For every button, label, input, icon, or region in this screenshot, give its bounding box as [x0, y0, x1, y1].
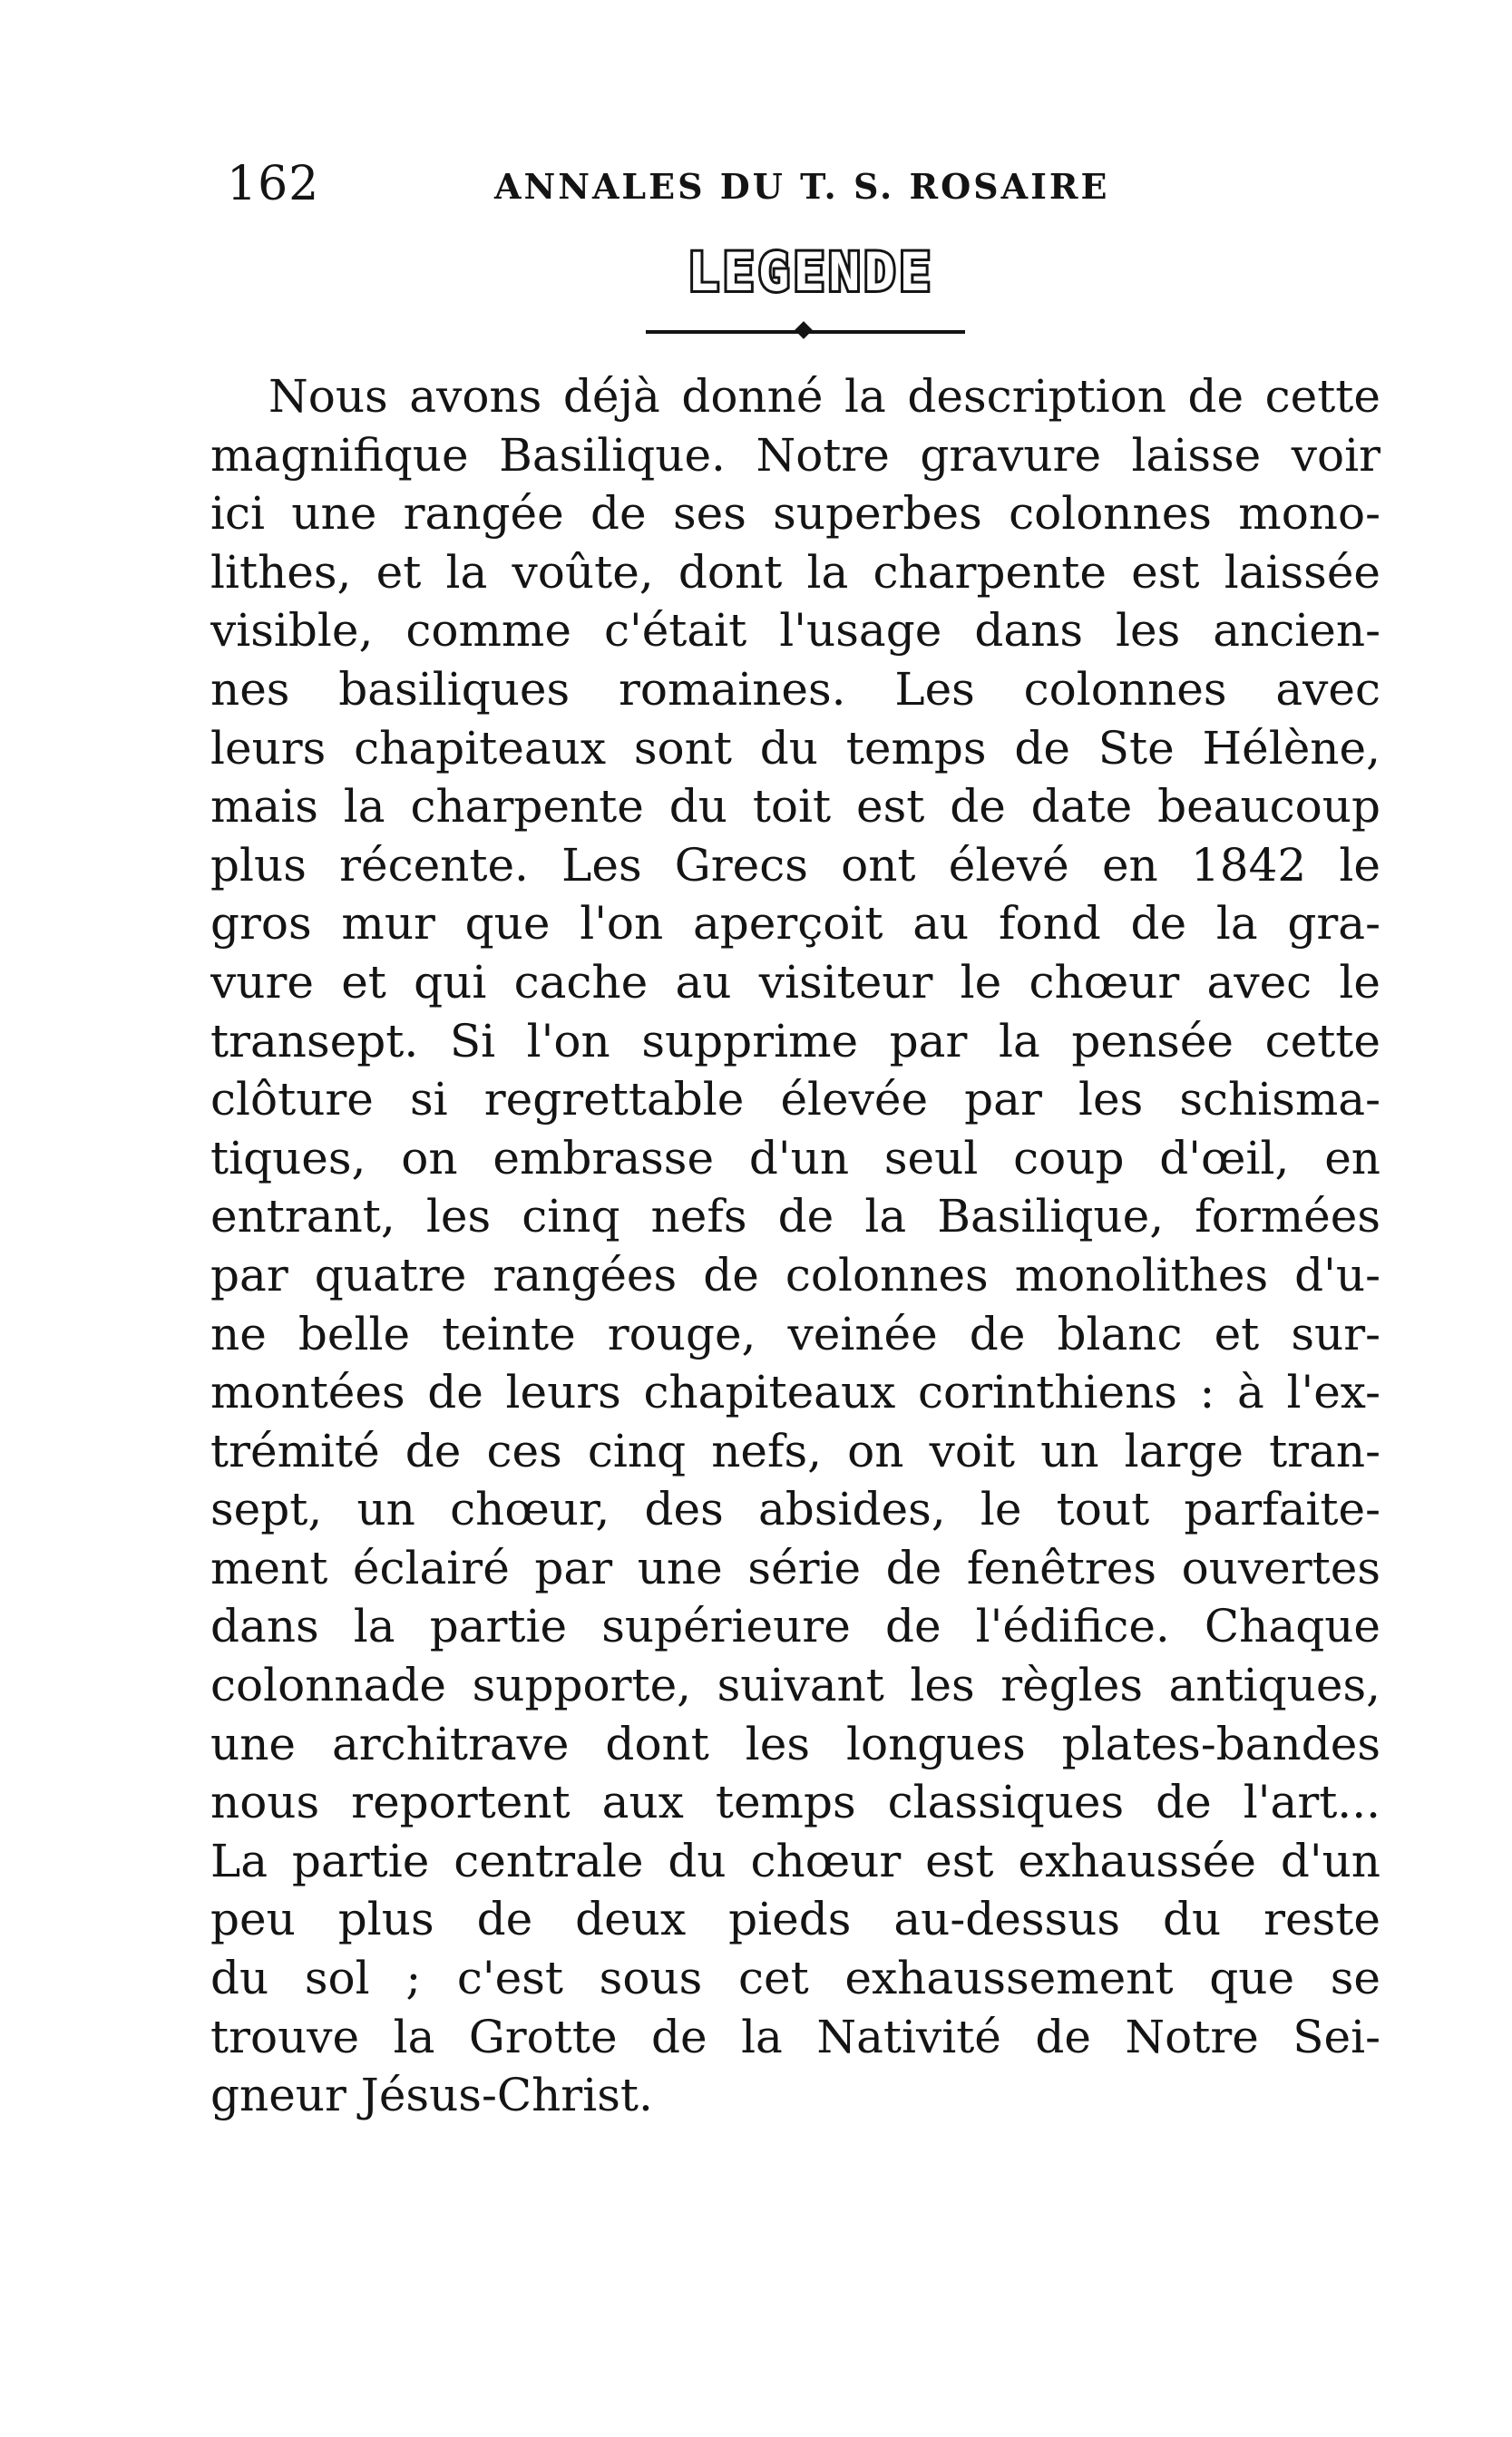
- text-line: clôture si regrettable élevée par les schisma-: [210, 1073, 1380, 1126]
- text-line: lithes, et la voûte, dont la charpente est laissée: [210, 545, 1380, 599]
- text-line: visible, comme c'était l'usage dans les ancien-: [210, 604, 1380, 658]
- text-line: entrant, les cinq nefs de la Basilique, formées: [210, 1190, 1380, 1243]
- title-rule-divider: [646, 330, 965, 334]
- text-line: magnifique Basilique. Notre gravure laisse voir: [210, 428, 1380, 482]
- text-line: peu plus de deux pieds au-dessus du reste: [210, 1893, 1380, 1946]
- text-line: trémité de ces cinq nefs, on voit un large tran-: [210, 1424, 1380, 1477]
- text-line: transept. Si l'on supprime par la pensée cette: [210, 1014, 1380, 1067]
- text-line: vure et qui cache au visiteur le chœur avec le: [210, 955, 1380, 1009]
- text-line: du sol ; c'est sous cet exhaussement que se: [210, 1952, 1380, 2005]
- page-number: 162: [227, 157, 320, 211]
- text-line: leurs chapiteaux sont du temps de Ste Hélène,: [210, 721, 1380, 775]
- text-line: une architrave dont les longues plates-bandes: [210, 1717, 1380, 1770]
- text-line: nous reportent aux temps classiques de l'art...: [210, 1776, 1380, 1829]
- text-line: par quatre rangées de colonnes monolithes d'u-: [210, 1248, 1380, 1301]
- diamond-ornament-icon: [795, 321, 813, 339]
- body-text: [210, 367, 1380, 2125]
- text-line: La partie centrale du chœur est exhaussée d'un: [210, 1834, 1380, 1887]
- text-line: plus récente. Les Grecs ont élevé en 1842 le: [210, 838, 1380, 892]
- text-line: montées de leurs chapiteaux corinthiens : à l'ex-: [210, 1366, 1380, 1419]
- text-line: tiques, on embrasse d'un seul coup d'œil, en: [210, 1131, 1380, 1184]
- running-head: [227, 152, 1333, 216]
- text-line: dans la partie supérieure de l'édifice. Chaque: [210, 1600, 1380, 1653]
- text-line: mais la charpente du toit est de date beaucoup: [210, 780, 1380, 833]
- text-line: ment éclairé par une série de fenêtres ouvertes: [210, 1541, 1380, 1594]
- section-title: LEGENDE: [687, 241, 935, 303]
- text-line: colonnade supporte, suivant les règles antiques,: [210, 1659, 1380, 1712]
- text-line: Nous avons déjà donné la description de cette: [268, 370, 1380, 423]
- text-line: ici une rangée de ses superbes colonnes mono-: [210, 487, 1380, 541]
- running-title: ANNALES DU T. S. ROSAIRE: [494, 166, 1110, 207]
- text-line: gros mur que l'on aperçoit au fond de la gra-: [210, 897, 1380, 950]
- text-line: sept, un chœur, des absides, le tout parfaite-: [210, 1483, 1380, 1536]
- text-line: nes basiliques romaines. Les colonnes avec: [210, 662, 1380, 716]
- text-line: ne belle teinte rouge, veinée de blanc et sur-: [210, 1307, 1380, 1360]
- text-line: trouve la Grotte de la Nativité de Notre Sei-: [210, 2010, 1380, 2063]
- text-line: gneur Jésus-Christ.: [210, 2069, 653, 2122]
